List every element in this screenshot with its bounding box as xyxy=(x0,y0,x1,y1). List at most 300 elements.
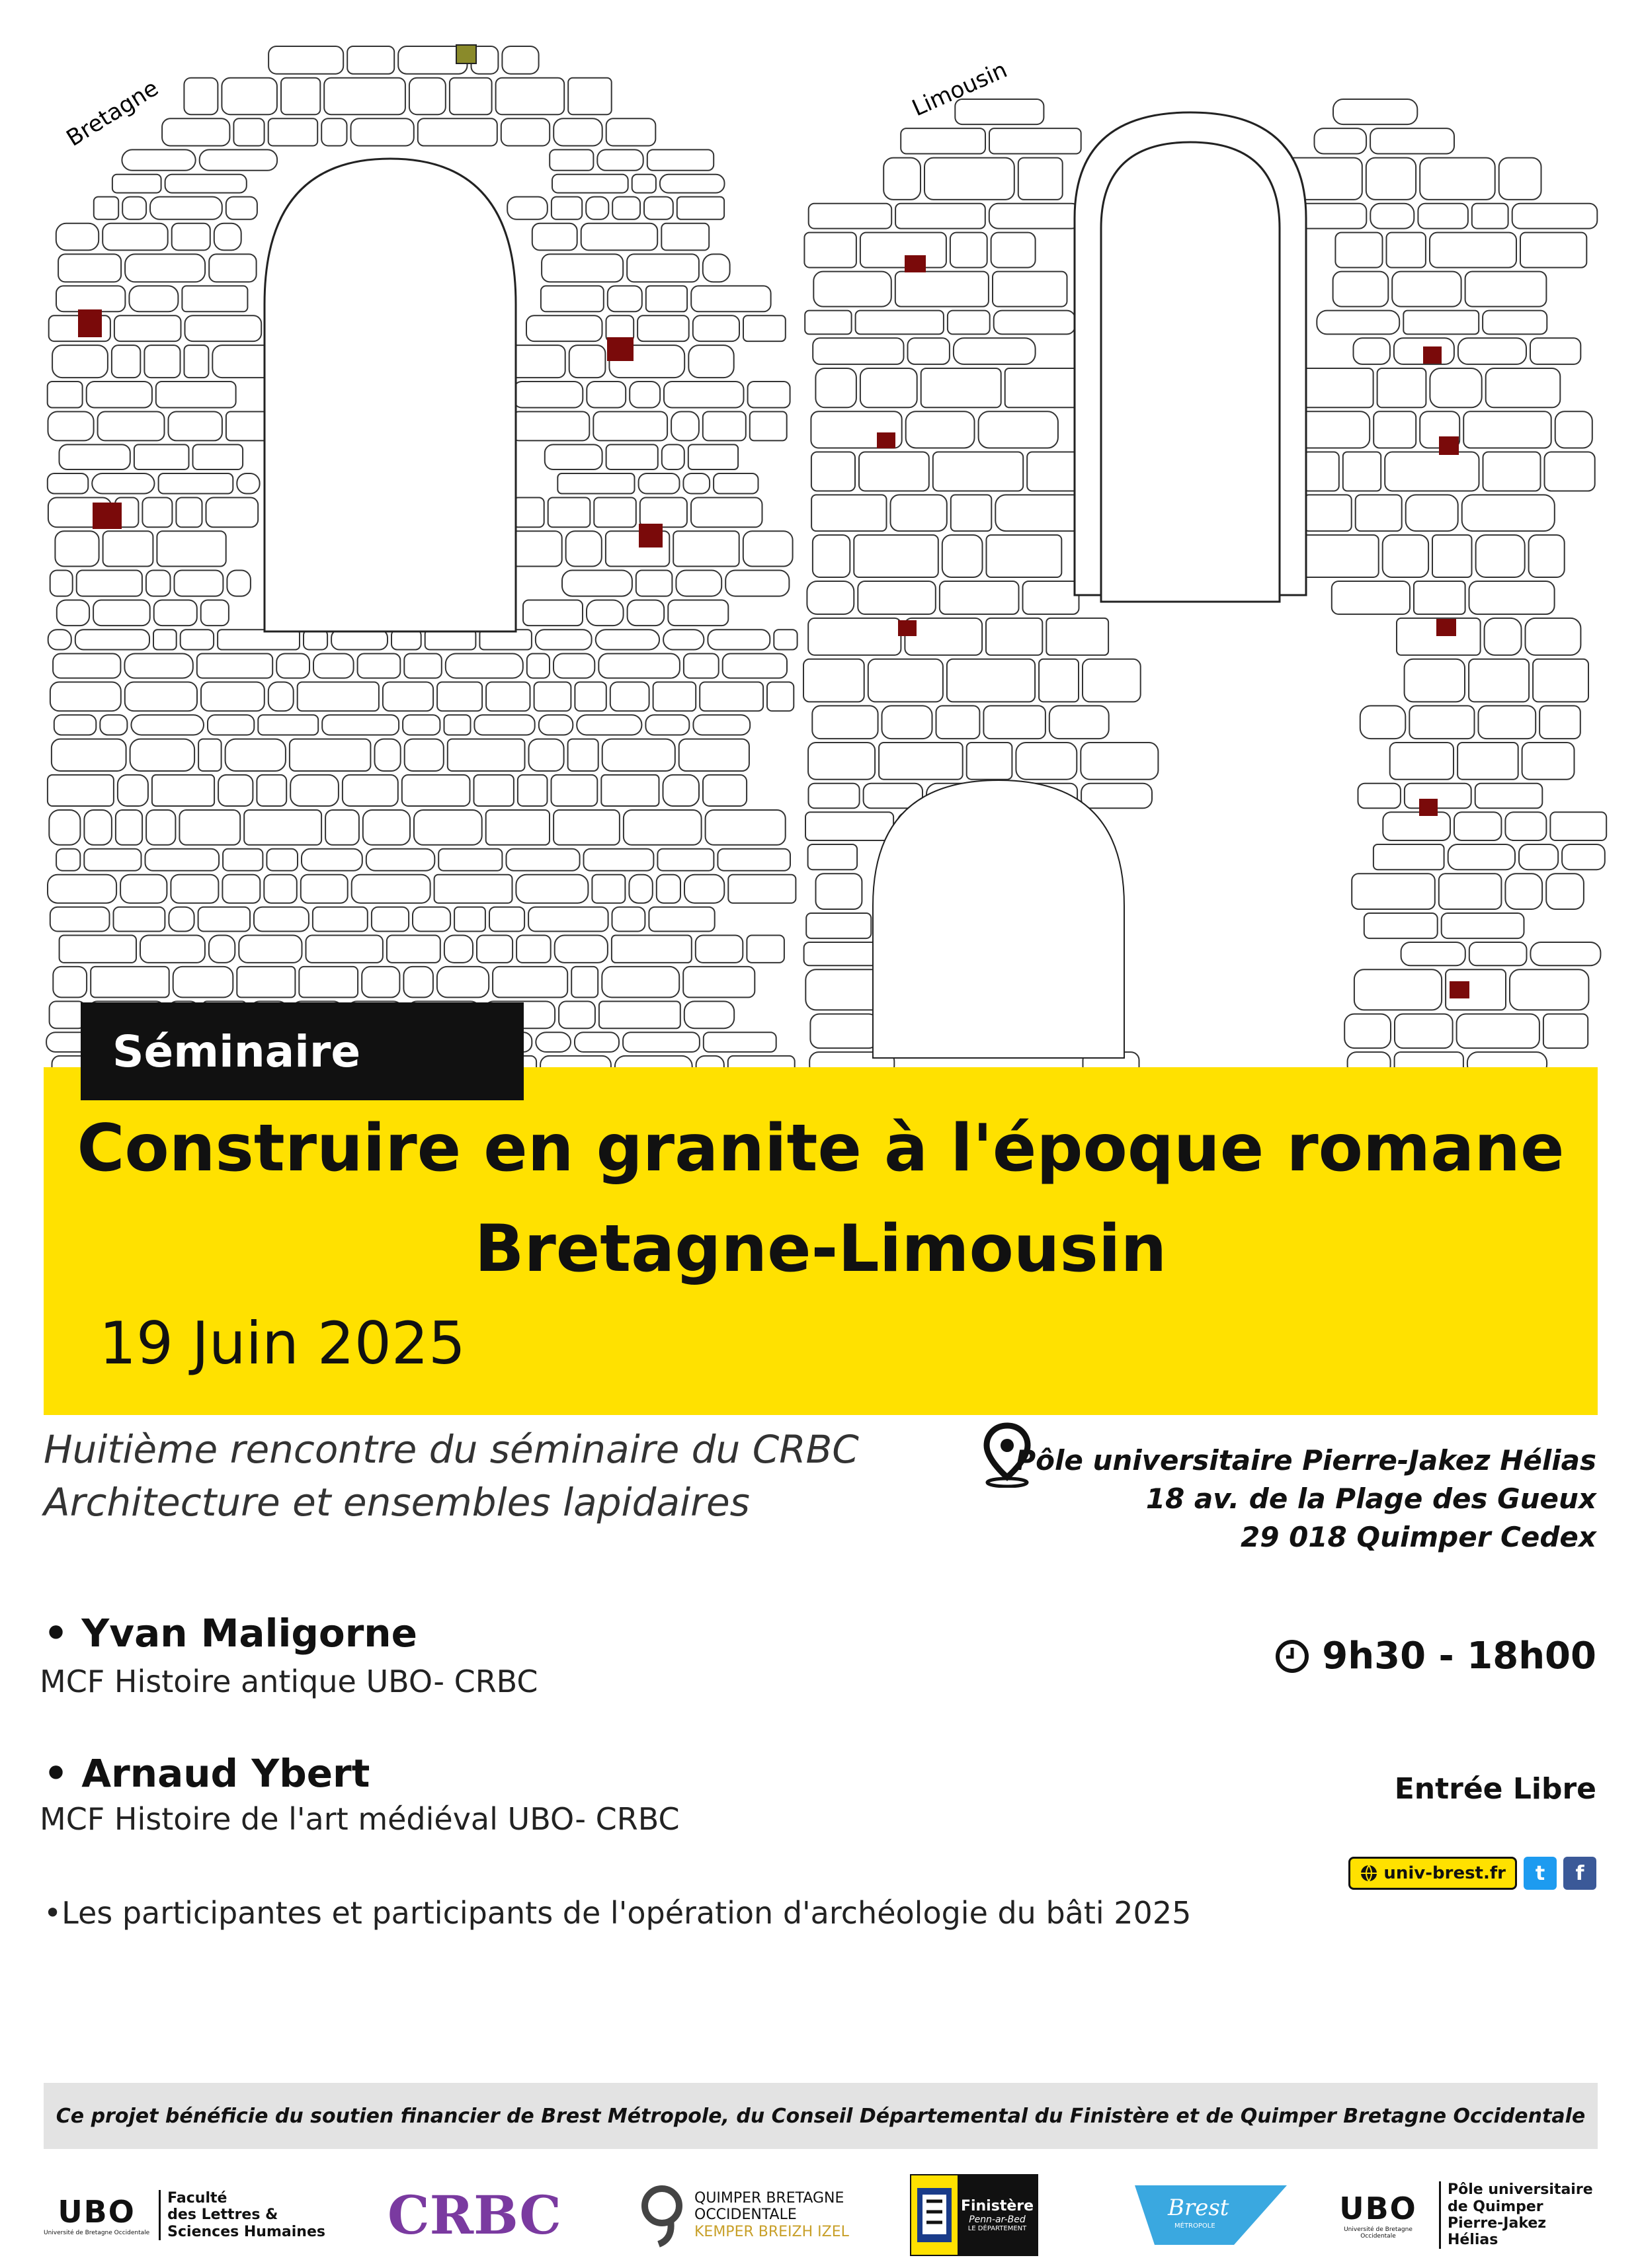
stone xyxy=(684,654,719,678)
stone xyxy=(1512,204,1598,229)
stone xyxy=(550,149,593,170)
stone xyxy=(575,682,606,711)
stone xyxy=(1414,581,1465,614)
stone xyxy=(321,118,347,145)
stone xyxy=(448,739,525,771)
stone xyxy=(489,907,524,932)
stone xyxy=(921,368,1001,407)
stone xyxy=(663,629,704,649)
stone xyxy=(1335,233,1382,268)
stone xyxy=(57,600,89,626)
stone xyxy=(49,810,80,845)
stone xyxy=(150,197,222,220)
stone xyxy=(446,654,523,678)
finistere-crest-icon xyxy=(915,2185,954,2245)
stone xyxy=(58,254,121,282)
stone xyxy=(239,936,302,963)
stone xyxy=(438,849,502,871)
ubo-line: Pierre-Jakez Hélias xyxy=(1447,2215,1547,2249)
stone xyxy=(198,907,250,932)
ubo-mark: UBO xyxy=(1339,2191,1417,2226)
stone xyxy=(1406,495,1458,531)
stone xyxy=(602,967,679,998)
stone xyxy=(688,444,738,469)
stone xyxy=(606,444,658,469)
stone xyxy=(1083,659,1141,702)
stone xyxy=(218,629,300,649)
stone xyxy=(1469,659,1529,702)
stone xyxy=(610,682,649,711)
stone xyxy=(691,286,770,311)
stone xyxy=(54,715,97,735)
stone xyxy=(1562,844,1605,870)
stone xyxy=(1332,581,1410,614)
stone xyxy=(60,936,136,963)
speaker-name: Yvan Maligorne xyxy=(81,1611,417,1656)
stone xyxy=(125,254,205,282)
stone xyxy=(646,286,687,311)
stone xyxy=(983,706,1046,739)
stone xyxy=(1401,942,1465,965)
stone xyxy=(1354,338,1390,364)
stone xyxy=(179,810,240,845)
finistere-sub: LE DÉPARTEMENT xyxy=(967,2225,1027,2232)
stone xyxy=(948,311,990,335)
stone xyxy=(52,739,126,771)
stone xyxy=(1018,158,1063,200)
marker xyxy=(1436,619,1456,636)
stone xyxy=(114,315,181,341)
stone xyxy=(325,810,359,845)
stone xyxy=(624,810,702,845)
stone xyxy=(486,810,550,845)
stone xyxy=(209,936,235,963)
stone xyxy=(1555,411,1592,448)
stone xyxy=(1358,784,1401,809)
stone xyxy=(688,345,733,378)
stone xyxy=(131,715,204,735)
stone xyxy=(52,345,108,378)
stone xyxy=(1303,452,1339,491)
stone xyxy=(1458,338,1526,364)
stone xyxy=(169,907,194,932)
stone xyxy=(728,875,796,903)
stone xyxy=(807,581,854,614)
stone xyxy=(513,382,583,408)
stone xyxy=(1374,411,1416,448)
stone xyxy=(165,175,247,193)
ubo-line: Pôle universitaire xyxy=(1447,2181,1593,2199)
stone xyxy=(1418,204,1468,229)
qbo-line: QUIMPER BRETAGNE xyxy=(694,2190,844,2207)
stone xyxy=(176,498,202,528)
stone xyxy=(404,654,442,678)
stone xyxy=(750,412,787,441)
stone xyxy=(811,452,855,491)
stone xyxy=(92,473,154,494)
stone xyxy=(933,452,1023,491)
stone xyxy=(56,223,99,251)
stone xyxy=(1469,942,1527,965)
stone xyxy=(87,382,152,408)
stone xyxy=(1439,873,1502,909)
marker xyxy=(877,432,895,448)
stone xyxy=(1392,272,1461,307)
bullet: • xyxy=(44,1611,69,1656)
stone xyxy=(1081,784,1152,809)
stone xyxy=(947,659,1035,702)
stone xyxy=(171,875,218,903)
stone xyxy=(526,315,602,341)
brest-metropole-logo xyxy=(1128,2175,1293,2255)
stone xyxy=(679,739,749,771)
stone xyxy=(1356,495,1402,531)
speaker-1-role: MCF Histoire antique UBO- CRBC xyxy=(40,1664,538,1699)
stone xyxy=(1465,272,1547,307)
stone xyxy=(50,571,73,596)
stone xyxy=(1409,706,1474,739)
stone xyxy=(1457,1014,1539,1049)
stone xyxy=(657,849,714,871)
wall-drawings xyxy=(0,0,1640,1091)
stone xyxy=(502,46,538,74)
stone xyxy=(1039,659,1079,702)
stone xyxy=(146,810,175,845)
stone xyxy=(414,810,482,845)
stone xyxy=(566,531,602,566)
stone xyxy=(663,775,700,806)
stone xyxy=(48,629,71,649)
stone xyxy=(994,311,1075,335)
stone xyxy=(226,197,257,220)
stone xyxy=(227,571,251,596)
finistere-title: Finistère xyxy=(960,2198,1034,2214)
stone xyxy=(636,571,673,596)
stone xyxy=(743,531,793,566)
stone xyxy=(895,272,989,307)
stone xyxy=(84,810,111,845)
stone xyxy=(774,629,797,649)
stone xyxy=(124,654,192,678)
stone xyxy=(703,412,746,441)
stone xyxy=(413,907,450,932)
stone xyxy=(954,338,1036,364)
stone xyxy=(477,936,512,963)
stone xyxy=(125,682,197,711)
stone xyxy=(181,629,214,649)
stone xyxy=(601,775,659,806)
stone xyxy=(1333,99,1417,124)
stone xyxy=(924,158,1014,200)
stone xyxy=(1539,706,1580,739)
stone xyxy=(313,654,354,678)
stone xyxy=(703,775,747,806)
stone xyxy=(883,158,921,200)
stone xyxy=(815,368,856,407)
stone xyxy=(987,535,1062,577)
stone xyxy=(237,967,295,998)
stone xyxy=(352,875,430,903)
stone xyxy=(555,936,608,963)
stone xyxy=(324,78,405,115)
stone xyxy=(144,345,180,378)
limousin-lower-arch xyxy=(873,780,1124,1058)
stone xyxy=(993,272,1067,307)
stone xyxy=(703,254,730,282)
stone xyxy=(860,368,917,407)
ubo-pole-logo xyxy=(1327,2175,1598,2255)
ubo-line: des Lettres & xyxy=(167,2207,278,2224)
stone xyxy=(808,618,901,655)
stone xyxy=(536,629,592,649)
title-line-1: Construire en granite à l'époque romane xyxy=(77,1111,1565,1186)
stone xyxy=(403,967,433,998)
stone xyxy=(879,743,963,780)
stone xyxy=(816,873,862,909)
stone xyxy=(152,775,214,806)
title-line-2: Bretagne-Limousin xyxy=(474,1211,1167,1287)
stone xyxy=(554,810,620,845)
stone xyxy=(48,473,89,494)
stone xyxy=(1377,368,1426,407)
stone xyxy=(637,315,689,341)
stone xyxy=(575,1032,619,1052)
stone xyxy=(813,338,903,364)
stone xyxy=(444,715,471,735)
stone xyxy=(743,315,786,341)
stone xyxy=(856,311,944,335)
stone xyxy=(347,46,394,74)
stone xyxy=(704,1032,776,1052)
stone xyxy=(806,913,871,938)
stone xyxy=(145,849,220,871)
stone xyxy=(1469,581,1555,614)
stone xyxy=(587,382,626,408)
stone xyxy=(1462,495,1555,531)
stone xyxy=(804,233,856,268)
stone xyxy=(501,118,550,145)
stone xyxy=(53,654,120,678)
bretagne-label: Bretagne xyxy=(62,75,163,152)
stone xyxy=(474,715,534,735)
twitter-icon[interactable]: t xyxy=(1524,1857,1557,1890)
marker xyxy=(1450,981,1469,998)
ubo-line: de Quimper xyxy=(1447,2198,1543,2215)
stone xyxy=(868,659,943,702)
stone xyxy=(628,600,665,626)
stone xyxy=(606,118,656,145)
stone xyxy=(548,498,591,528)
stone xyxy=(159,473,233,494)
stone xyxy=(1526,618,1581,655)
stone xyxy=(596,629,659,649)
stone xyxy=(632,175,656,193)
stone xyxy=(1370,204,1414,229)
stone xyxy=(1522,743,1575,780)
stone xyxy=(1550,812,1606,840)
stone xyxy=(647,149,714,170)
stone xyxy=(154,600,197,626)
marker xyxy=(78,309,102,337)
bretagne-window-opening xyxy=(265,159,516,631)
stone xyxy=(93,600,150,626)
stone xyxy=(496,78,565,115)
stone xyxy=(1543,1014,1588,1049)
stone xyxy=(122,197,146,220)
stone xyxy=(955,99,1044,124)
stone xyxy=(454,907,485,932)
stone xyxy=(1529,535,1565,577)
stone xyxy=(882,706,932,739)
subtitle-line-1: Huitième rencontre du séminaire du CRBC xyxy=(44,1427,859,1472)
stone xyxy=(581,223,658,251)
stone xyxy=(660,175,725,193)
stone xyxy=(493,967,567,998)
stone xyxy=(375,739,401,771)
stone xyxy=(545,444,602,469)
ubo-line: Faculté xyxy=(167,2190,227,2207)
stone xyxy=(518,775,548,806)
limousin-window-inner xyxy=(1101,142,1280,602)
marker xyxy=(898,620,917,636)
stone xyxy=(809,204,892,229)
stone xyxy=(516,936,551,963)
stone xyxy=(56,849,80,871)
stone xyxy=(120,875,167,903)
stone xyxy=(592,875,625,903)
stone xyxy=(200,149,277,170)
stone xyxy=(409,78,446,115)
ubo-sub: Université de Bretagne Occidentale xyxy=(1344,2226,1413,2240)
stone xyxy=(425,629,476,649)
website-text: univ-brest.fr xyxy=(1383,1863,1506,1883)
social-links xyxy=(1348,1857,1596,1890)
location-line-2: 18 av. de la Plage des Gueux xyxy=(1145,1482,1596,1515)
stone xyxy=(979,411,1058,448)
stone xyxy=(1530,942,1600,965)
stone xyxy=(804,942,883,965)
stone xyxy=(140,936,205,963)
stone xyxy=(1390,743,1454,780)
stone xyxy=(906,411,975,448)
stone xyxy=(157,531,226,566)
stone xyxy=(1364,913,1438,938)
stone xyxy=(1475,784,1543,809)
stone xyxy=(387,936,440,963)
stone xyxy=(98,412,165,441)
stone xyxy=(75,629,149,649)
ubo-mark: UBO xyxy=(58,2194,136,2230)
stone xyxy=(671,412,699,441)
stone xyxy=(153,629,177,649)
stone xyxy=(908,338,950,364)
stone xyxy=(554,654,594,678)
stone xyxy=(206,498,259,528)
stone xyxy=(528,907,608,932)
stone xyxy=(507,849,580,871)
marker xyxy=(456,45,476,63)
stone xyxy=(198,739,222,771)
stone xyxy=(1520,233,1586,268)
stone xyxy=(747,936,784,963)
stone xyxy=(714,473,758,494)
stone xyxy=(84,849,141,871)
stone xyxy=(693,715,750,735)
event-date: 19 Juin 2025 xyxy=(99,1309,466,1377)
stone xyxy=(1370,128,1454,153)
stone xyxy=(677,197,724,220)
facebook-icon[interactable]: f xyxy=(1563,1857,1596,1890)
stone xyxy=(554,118,602,145)
stone xyxy=(691,498,762,528)
limousin-label: Limousin xyxy=(908,56,1012,122)
website-link[interactable] xyxy=(1348,1857,1517,1890)
stone xyxy=(60,444,130,469)
stone xyxy=(584,849,654,871)
stone xyxy=(598,654,680,678)
stone xyxy=(304,629,327,649)
stone xyxy=(539,715,573,735)
stone xyxy=(991,233,1036,268)
stone xyxy=(808,743,875,780)
marker xyxy=(1423,346,1442,364)
stone xyxy=(1499,158,1541,200)
stone xyxy=(684,875,724,903)
stone xyxy=(577,715,641,735)
stone xyxy=(1344,1014,1391,1049)
stone xyxy=(479,629,532,649)
stone xyxy=(363,810,410,845)
stone xyxy=(510,531,562,566)
stone xyxy=(233,118,264,145)
stone xyxy=(366,849,435,871)
stone xyxy=(854,535,938,577)
location-line-3: 29 018 Quimper Cedex xyxy=(1241,1521,1596,1553)
marker xyxy=(639,524,663,547)
stone xyxy=(640,498,687,528)
stone xyxy=(146,571,171,596)
stone xyxy=(444,936,473,963)
stone xyxy=(114,907,165,932)
stone xyxy=(290,739,371,771)
stone xyxy=(103,531,153,566)
stone xyxy=(662,444,684,469)
stone xyxy=(162,118,229,145)
stone xyxy=(612,197,640,220)
stone xyxy=(184,345,209,378)
speaker-1-name xyxy=(44,1611,417,1656)
stone xyxy=(594,498,636,528)
entry-info: Entrée Libre xyxy=(1394,1772,1596,1806)
stone xyxy=(1360,706,1406,739)
stone xyxy=(358,654,401,678)
stone xyxy=(811,495,886,531)
marker xyxy=(1419,799,1438,816)
stone xyxy=(55,531,99,566)
stone xyxy=(437,682,482,711)
stone xyxy=(587,600,624,626)
stone xyxy=(1317,311,1399,335)
stone xyxy=(156,382,236,408)
stone xyxy=(541,286,604,311)
stone xyxy=(1483,311,1547,335)
stone xyxy=(1385,452,1479,491)
stone xyxy=(602,739,675,771)
stone xyxy=(527,654,550,678)
stone xyxy=(258,715,318,735)
stone xyxy=(1005,368,1083,407)
stone xyxy=(803,659,864,702)
